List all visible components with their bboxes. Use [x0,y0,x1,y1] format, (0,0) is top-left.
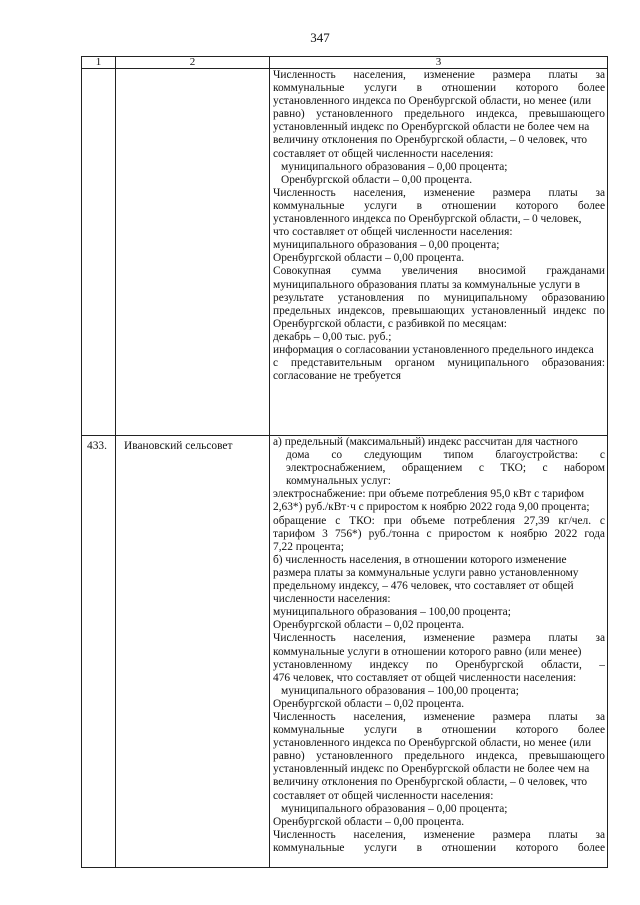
description-line: коммунальных услуг: [286,475,391,488]
municipality-name [116,69,270,436]
description-line: установленного индекса по Оренбургской области, но менее (или [273,737,592,750]
table-row [82,436,608,868]
description-line: декабрь – 0,00 тыс. руб.; [273,330,392,343]
description-line: б) численность населения, в отношении которого изменение [273,553,567,566]
description-line: Оренбургской области – 0,02 процента. [273,697,465,710]
description-line: Численность населения, изменение размера платы за [273,710,605,723]
table-row [82,69,608,436]
header-col-3: 3 [270,57,608,69]
description-line: составляет от общей численности населения: [273,147,494,160]
description-line: равно) установленного предельного индекса, превышающего [273,108,605,121]
description-line: размера платы за коммунальные услуги равно установленному [273,566,579,579]
row-description [270,69,608,436]
description-line: 7,22 процента; [273,540,344,553]
description-line: 2,63*) руб./кВт·ч с приростом к ноябрю 2022 года 9,00 процента; [273,501,590,514]
description-line: коммунальные услуги в отношении которого более [273,724,605,737]
row-number: 433. [82,436,116,868]
description-line: муниципального образования – 100,00 процента; [281,684,519,697]
description-lines [273,436,605,855]
description-line: Оренбургской области – 0,00 процента. [273,815,465,828]
row-number [82,69,116,436]
description-line: муниципального образования платы за коммунальные услуги в [273,278,580,291]
description-line: Совокупная сумма увеличения вносимой гражданами [273,265,605,278]
description-line: коммунальные услуги в отношении которого более [273,199,605,212]
row-description [270,436,608,868]
description-line: установленного индекса по Оренбургской области, – 0 человек, [273,213,582,226]
description-line: с представительным органом муниципального образования: [273,357,605,370]
description-line: предельному индексу, – 476 человек, что составляет от общей [273,580,574,593]
description-line: равно) установленного предельного индекса, превышающего [273,750,605,763]
description-line: составляет от общей численности населения: [273,789,494,802]
description-line: коммунальные услуги в отношении которого более [273,82,605,95]
description-line: дома со следующим типом благоустройства: с [286,449,605,462]
municipal-index-table [81,56,608,868]
description-line: Оренбургской области – 0,00 процента. [273,252,465,265]
description-line: установленного индекса по Оренбургской области, но менее (или [273,95,592,108]
description-line: установленный индекс по Оренбургской области не более чем на [273,121,590,134]
description-line: результате установления по муниципальному образованию [273,291,605,304]
description-lines [273,69,605,383]
description-line: численности населения: [273,593,391,606]
description-line: согласование не требуется [273,370,401,383]
description-line: коммунальные услуги в отношении которого более [273,841,605,854]
description-line: тарифом 3 756*) руб./тонна с приростом к ноябрю 2022 года [273,527,605,540]
description-line: муниципального образования – 0,00 процента; [281,160,508,173]
description-line: Оренбургской области – 0,00 процента. [281,173,473,186]
description-line: коммунальные услуги в отношении которого равно (или менее) [273,645,582,658]
description-line: Оренбургской области – 0,02 процента. [273,619,465,632]
description-line: установленный индекс по Оренбургской области не более чем на [273,763,590,776]
description-line: 476 человек, что составляет от общей численности населения: [273,671,577,684]
description-line: Численность населения, изменение размера платы за [273,69,605,81]
municipality-name: Ивановский сельсовет [116,436,270,868]
description-line: установленному индексу по Оренбургской области, – [273,658,605,671]
description-line: а) предельный (максимальный) индекс рассчитан для частного [273,436,578,448]
description-line: обращение с ТКО: при объеме потребления 27,39 кг/чел. с [273,514,605,527]
description-line: величину отклонения по Оренбургской области, – 0 человек, что [273,134,588,147]
header-col-1: 1 [82,57,116,69]
description-line: величину отклонения по Оренбургской области, – 0 человек, что [273,776,588,789]
description-line: электроснабжение: при объеме потребления 95,0 кВт с тарифом [273,488,585,501]
description-line: Численность населения, изменение размера платы за [273,632,605,645]
description-line: Оренбургской области, с разбивкой по месяцам: [273,317,507,330]
description-line: Численность населения, изменение размера платы за [273,828,605,841]
description-line: муниципального образования – 0,00 процента; [273,239,500,252]
description-line: что составляет от общей численности населения: [273,226,513,239]
description-line: муниципального образования – 100,00 процента; [273,606,511,619]
description-line: предельных индексов, превышающих установленный индекс по [273,304,605,317]
page-number: 347 [310,30,330,45]
table-header-row [82,57,608,69]
description-line: информация о согласовании установленного предельного индекса [273,343,594,356]
description-line: электроснабжением, обращением с ТКО; с набором [286,462,605,475]
header-col-2: 2 [116,57,270,69]
description-line: Численность населения, изменение размера платы за [273,186,605,199]
description-line: муниципального образования – 0,00 процента; [281,802,508,815]
